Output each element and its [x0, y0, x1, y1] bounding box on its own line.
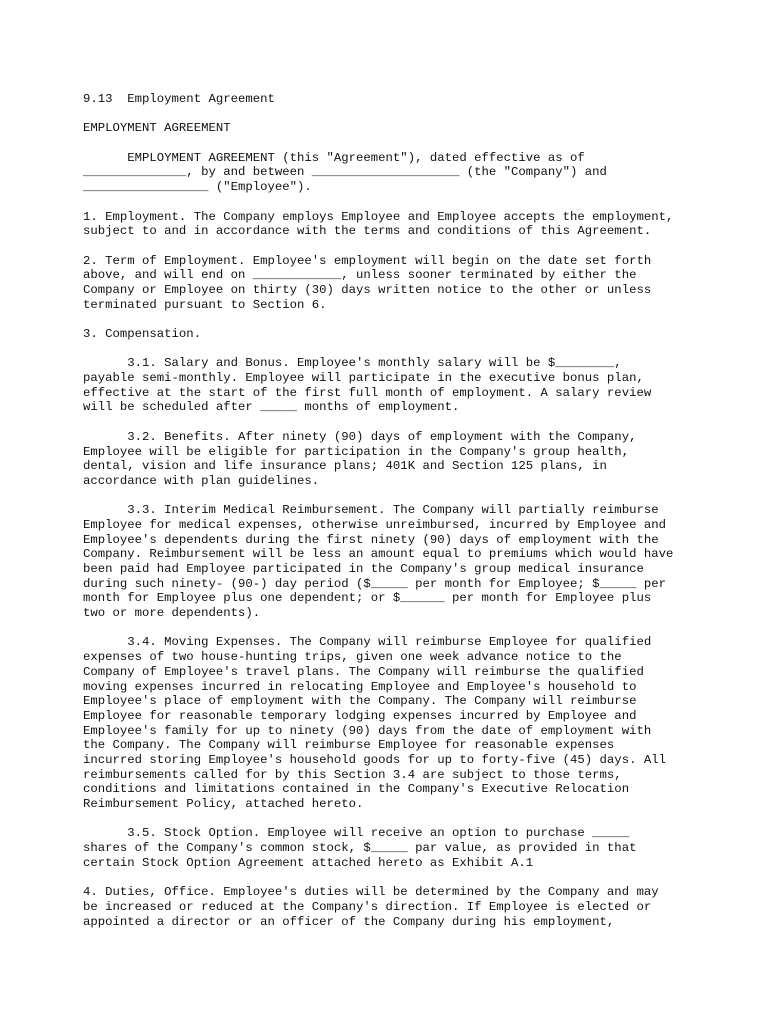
- blank-line: [83, 870, 723, 885]
- document-line: Company or Employee on thirty (30) days written notice to the other or unless: [83, 282, 652, 297]
- document-body: [83, 92, 723, 929]
- document-line: payable semi-monthly. Employee will participate in the executive bonus plan,: [83, 371, 644, 386]
- document-line: reimbursements called for by this Section 3.4 are subject to those terms,: [83, 767, 622, 782]
- blank-line: [83, 136, 723, 151]
- document-line: incurred storing Employee's household goods for up to forty-five (45) days. All: [83, 752, 666, 767]
- blank-line: [83, 107, 723, 122]
- document-line: dental, vision and life insurance plans; 401K and Section 125 plans, in: [83, 459, 607, 474]
- document-line: above, and will end on ____________, unless sooner terminated by either the: [83, 268, 637, 283]
- document-line: appointed a director or an officer of the Company during his employment,: [83, 914, 615, 929]
- document-line: expenses of two house-hunting trips, given one week advance notice to the: [83, 650, 622, 665]
- blank-line: [83, 312, 723, 327]
- document-line: 2. Term of Employment. Employee's employment will begin on the date set forth: [83, 253, 652, 268]
- document-line: 3.1. Salary and Bonus. Employee's monthly salary will be $________,: [83, 356, 622, 371]
- document-line: 9.13 Employment Agreement: [83, 92, 275, 106]
- document-line: _________________ ("Employee").: [83, 180, 312, 195]
- document-line: ______________, by and between ____________________ (the "Company") and: [83, 165, 607, 180]
- document-line: effective at the start of the first full month of employment. A salary review: [83, 385, 652, 400]
- blank-line: [83, 195, 723, 210]
- document-line: month for Employee plus one dependent; or $______ per month for Employee plus: [83, 591, 652, 606]
- document-line: 3.2. Benefits. After ninety (90) days of employment with the Company,: [83, 429, 637, 444]
- document-line: subject to and in accordance with the terms and conditions of this Agreement.: [83, 224, 652, 239]
- document-line: 3.5. Stock Option. Employee will receive an option to purchase _____: [83, 826, 630, 841]
- document-line: 1. Employment. The Company employs Employee and Employee accepts the employment,: [83, 209, 674, 224]
- document-line: Employee for reasonable temporary lodging expenses incurred by Employee and: [83, 708, 637, 723]
- blank-line: [83, 812, 723, 827]
- document-line: conditions and limitations contained in the Company's Executive Relocation: [83, 782, 630, 797]
- blank-line: [83, 489, 723, 504]
- document-line: EMPLOYMENT AGREEMENT: [83, 121, 231, 136]
- document-line: terminated pursuant to Section 6.: [83, 297, 327, 312]
- document-line: will be scheduled after _____ months of employment.: [83, 400, 460, 415]
- document-line: be increased or reduced at the Company's direction. If Employee is elected or: [83, 899, 652, 914]
- document-line: Reimbursement Policy, attached hereto.: [83, 797, 364, 811]
- document-line: shares of the Company's common stock, $_____ par value, as provided in that: [83, 841, 637, 856]
- document-line: Company. Reimbursement will be less an amount equal to premiums which would have: [83, 547, 674, 562]
- document-line: Employee for medical expenses, otherwise unreimbursed, incurred by Employee and: [83, 517, 666, 532]
- document-line: Employee's dependents during the first ninety (90) days of employment with the: [83, 532, 659, 547]
- document-line: moving expenses incurred in relocating Employee and Employee's household to: [83, 679, 637, 694]
- document-line: Employee's place of employment with the Company. The Company will reimburse: [83, 694, 637, 709]
- document-line: the Company. The Company will reimburse Employee for reasonable expenses: [83, 738, 615, 753]
- blank-line: [83, 342, 723, 357]
- document-line: 3. Compensation.: [83, 327, 202, 341]
- document-line: during such ninety- (90-) day period ($_____ per month for Employee; $_____ per: [83, 576, 666, 591]
- document-line: Company of Employee's travel plans. The Company will reimburse the qualified: [83, 664, 644, 679]
- document-line: two or more dependents).: [83, 606, 261, 621]
- document-line: accordance with plan guidelines.: [83, 473, 320, 488]
- document-line: Employee's family for up to ninety (90) days from the date of employment with: [83, 723, 652, 738]
- document-line: Employee will be eligible for participation in the Company's group health,: [83, 444, 630, 459]
- document-line: certain Stock Option Agreement attached hereto as Exhibit A.1: [83, 855, 534, 870]
- document-line: 3.3. Interim Medical Reimbursement. The Company will partially reimburse: [83, 503, 659, 518]
- document-line: 4. Duties, Office. Employee's duties will be determined by the Company and may: [83, 885, 659, 900]
- blank-line: [83, 621, 723, 636]
- document-line: 3.4. Moving Expenses. The Company will reimburse Employee for qualified: [83, 635, 652, 650]
- document-line: been paid had Employee participated in the Company's group medical insurance: [83, 562, 644, 576]
- blank-line: [83, 239, 723, 254]
- blank-line: [83, 415, 723, 430]
- document-line: EMPLOYMENT AGREEMENT (this "Agreement"), dated effective as of: [83, 150, 585, 165]
